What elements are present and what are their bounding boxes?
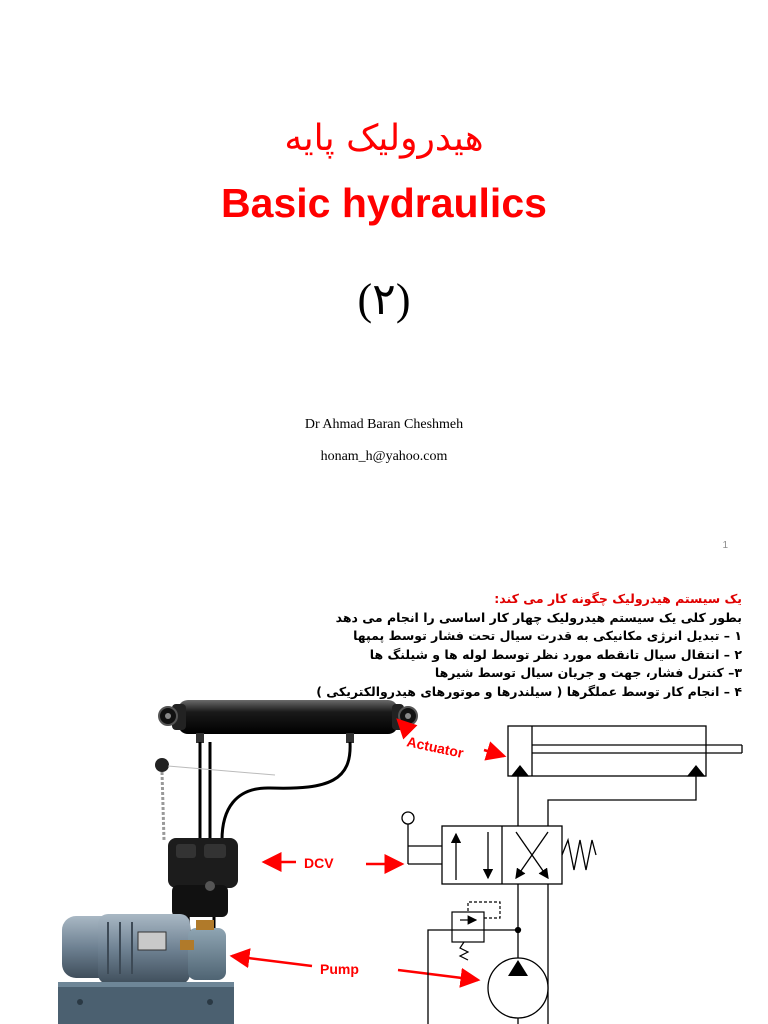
text-line: ۴ – انجام کار توسط عملگرها ( سیلندرها و موتورهای هیدروالکتریکی ) [316, 683, 742, 699]
label-arrows [232, 720, 504, 980]
text-line: بطور کلی یک سیستم هیدرولیک چهار کار اساسی را انجام می دهد [335, 609, 742, 625]
label-dcv: DCV [304, 855, 334, 871]
title-english: Basic hydraulics [221, 180, 547, 226]
slide-subtitle: (۲) [357, 275, 411, 324]
label-pump: Pump [320, 961, 359, 977]
description-text [182, 590, 742, 701]
relief-valve-symbol [452, 902, 500, 960]
cylinder-symbol [508, 726, 742, 776]
text-line: ۲ – انتقال سیال تانقطه مورد نظر توسط لوله ها و شیلنگ ها [369, 646, 742, 662]
hydraulic-cylinder-photo [159, 700, 417, 743]
dcv-symbol [402, 812, 596, 884]
page-number: 1 [722, 540, 728, 551]
author-email: honam_h@yahoo.com [320, 449, 448, 464]
pump-symbol [488, 958, 548, 1018]
author-name: Dr Ahmad Baran Cheshmeh [304, 417, 464, 432]
title-persian: هیدرولیک پایه [284, 118, 484, 159]
text-line: ۳– کنترل فشار، جهت و جریان سیال توسط شیرها [434, 665, 742, 680]
content-slide [0, 570, 768, 1024]
dcv-photo [168, 838, 238, 917]
lever-handle-photo [155, 758, 275, 840]
motor-pump-photo [58, 914, 234, 1024]
section-heading: یک سیستم هیدرولیک چگونه کار می کند: [494, 591, 742, 606]
text-line: ۱ – تبدیل انرژی مکانیکی به قدرت سیال تحت فشار توسط پمپها [353, 628, 742, 643]
label-actuator: Actuator [405, 733, 466, 761]
hydraulic-lines-symbol [428, 776, 696, 1024]
